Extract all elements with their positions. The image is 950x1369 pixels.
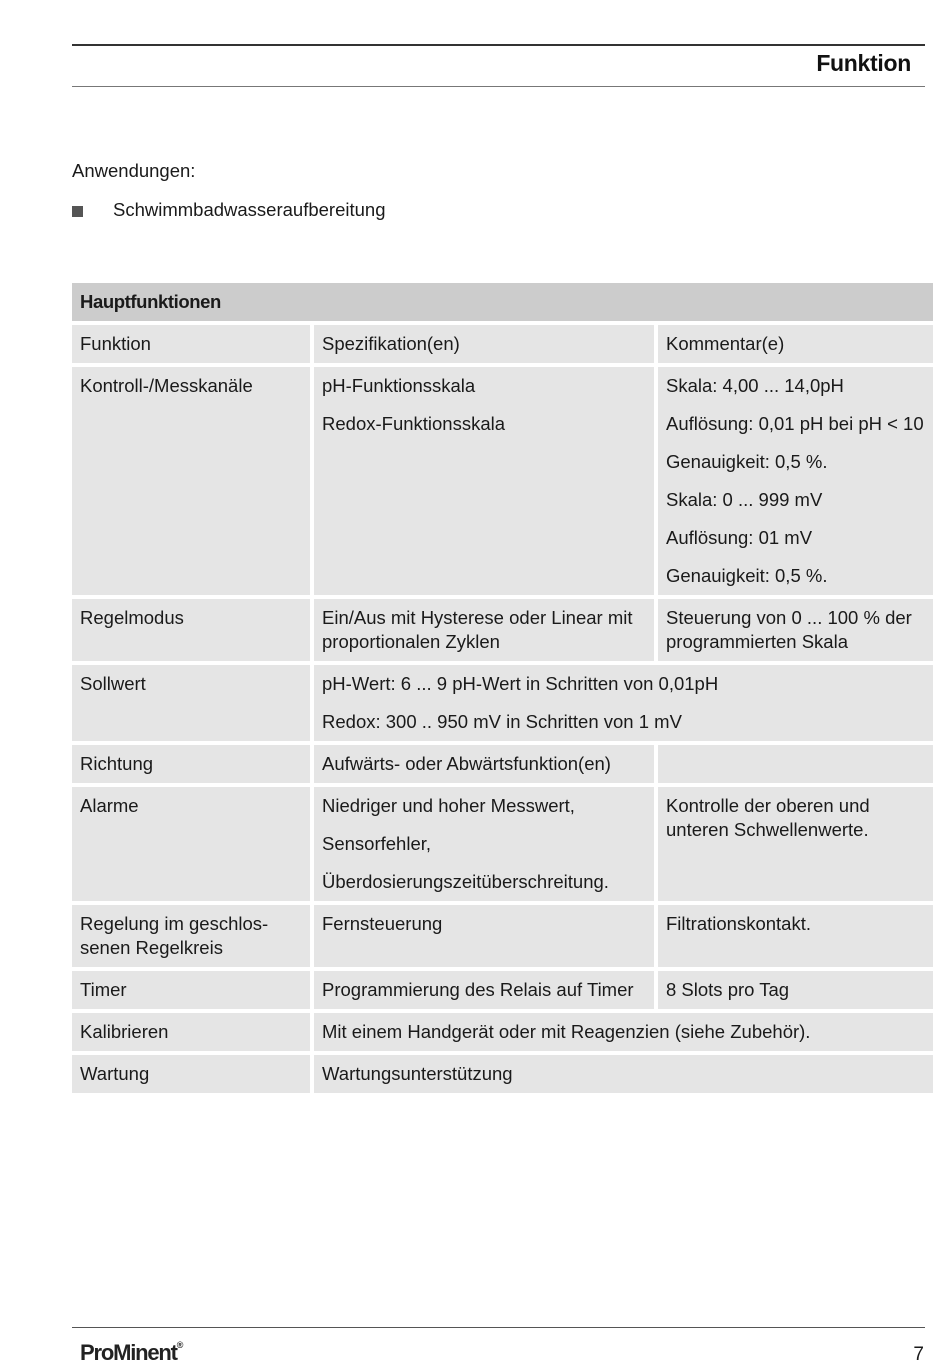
comment-cell [658,745,933,783]
footer-rule [72,1327,925,1328]
comment-line: Skala: 0 ... 999 mV [666,489,823,510]
header-rule-bottom [72,86,925,87]
function-cell: Richtung [72,745,310,783]
spec-line: Ein/Aus mit Hysterese oder Linear mit proportionalen Zyklen [322,607,633,652]
comment-line: 8 Slots pro Tag [666,979,790,1000]
spec-line: pH-Wert: 6 ... 9 pH-Wert in Schritten von 0,01pH [322,673,719,694]
spec-cell-merged [314,1055,933,1093]
comment-line: Filtrationskontakt. [666,913,811,934]
table-row [72,1013,933,1051]
spec-line: Überdosierungszeitüberschreitung. [322,871,609,892]
column-header: Funktion [72,325,310,363]
spec-cell [314,971,654,1009]
table-row [72,971,933,1009]
function-line: senen Regelkreis [80,937,223,958]
comment-line: Kontrolle der oberen und unteren Schwellenwerte. [666,795,870,840]
bullet-item [72,199,386,221]
table-header-row [72,325,933,363]
spec-line: Sensorfehler, [322,833,432,854]
table-title-row [72,283,933,321]
spec-cell [314,745,654,783]
comment-cell [658,905,933,967]
comment-line: Auflösung: 01 mV [666,527,813,548]
column-header: Kommentar(e) [658,325,933,363]
table-row [72,745,933,783]
spec-cell-merged [314,665,933,741]
function-cell: Kalibrieren [72,1013,310,1051]
comment-line: Steuerung von 0 ... 100 % der programmierten Skala [666,607,912,652]
table-row [72,599,933,661]
section-title: Funktion [816,50,911,76]
function-cell: Sollwert [72,665,310,741]
spec-line: Fernsteuerung [322,913,443,934]
function-cell: Timer [72,971,310,1009]
comment-line: Auflösung: 0,01 pH bei pH < 10 [666,413,924,434]
spec-cell [314,787,654,901]
spec-line: Redox-Funktionsskala [322,413,506,434]
page-number: 7 [913,1344,924,1365]
spec-cell [314,599,654,661]
main-functions-table [68,279,937,1097]
comment-cell [658,367,933,595]
applications-label: Anwendungen: [72,160,196,181]
table-row [72,665,933,741]
table-title: Hauptfunktionen [72,283,933,321]
comment-line: Genauigkeit: 0,5 %. [666,451,828,472]
bullet-text: Schwimmbadwasseraufbereitung [113,199,386,220]
function-cell [72,905,310,967]
comment-line: Skala: 4,00 ... 14,0pH [666,375,844,396]
prominent-logo [80,1340,183,1366]
spec-line: Niedriger und hoher Messwert, [322,795,575,816]
header-rule-top [72,44,925,46]
spec-cell [314,905,654,967]
spec-line: Mit einem Handgerät oder mit Reagenzien (siehe Zubehör). [322,1021,811,1042]
table-row [72,1055,933,1093]
table-row [72,787,933,901]
comment-line: Genauigkeit: 0,5 %. [666,565,828,586]
function-cell: Wartung [72,1055,310,1093]
spec-line: pH-Funktionsskala [322,375,476,396]
table-row [72,367,933,595]
function-cell: Regelmodus [72,599,310,661]
registered-mark: ® [176,1339,184,1350]
comment-cell [658,787,933,901]
table-row [72,905,933,967]
function-line: Regelung im geschlos- [80,913,269,934]
spec-line: Redox: 300 .. 950 mV in Schritten von 1 mV [322,711,682,732]
spec-cell-merged [314,1013,933,1051]
square-bullet-icon [72,206,83,217]
comment-cell [658,599,933,661]
function-cell: Kontroll-/Messkanäle [72,367,310,595]
spec-line: Programmierung des Relais auf Timer [322,979,634,1000]
brand-name: ProMinent [80,1340,177,1365]
spec-cell [314,367,654,595]
function-cell: Alarme [72,787,310,901]
comment-cell [658,971,933,1009]
spec-line: Aufwärts- oder Abwärtsfunktion(en) [322,753,611,774]
spec-line: Wartungsunterstützung [322,1063,513,1084]
column-header: Spezifikation(en) [314,325,654,363]
